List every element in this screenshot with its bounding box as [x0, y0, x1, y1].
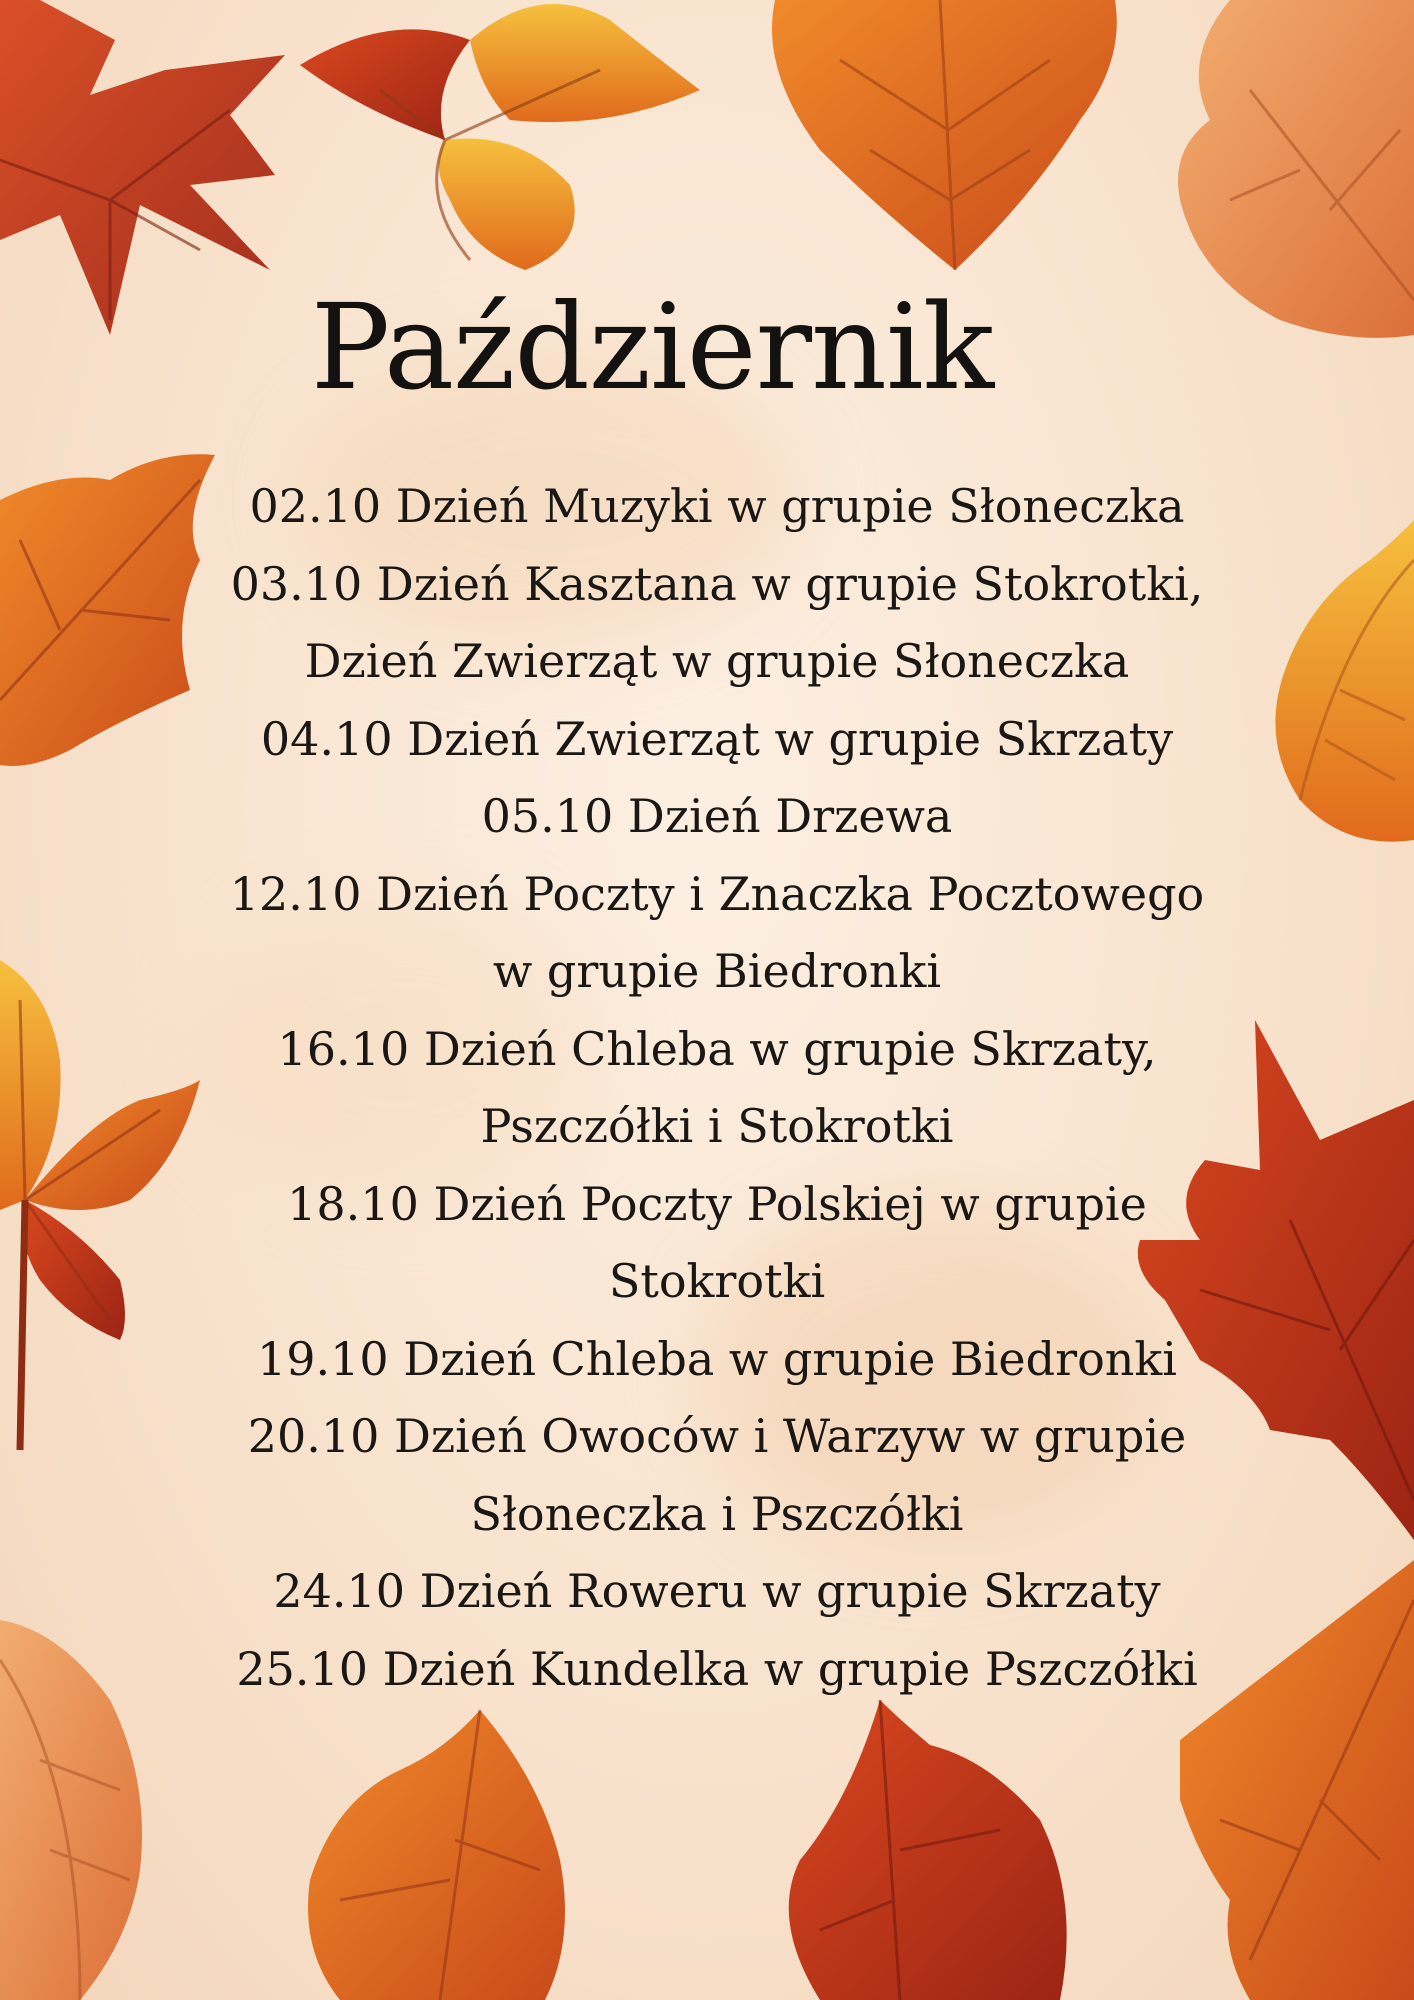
event-text: 19.10 Dzień Chleba w grupie Biedronki: [257, 1331, 1177, 1386]
list-item: [190, 1011, 1244, 1166]
list-item: [190, 1631, 1244, 1709]
event-text: 20.10 Dzień Owoców i Warzyw w grupie: [247, 1409, 1187, 1463]
leaf-icon: [0, 960, 200, 1450]
list-item: [190, 468, 1244, 546]
leaf-icon: [1275, 520, 1414, 842]
list-item: [190, 701, 1244, 779]
list-item: [190, 1321, 1244, 1399]
list-item: [190, 1553, 1244, 1631]
list-item: [190, 778, 1244, 856]
event-text: 25.10 Dzień Kundelka w grupie Pszczółki: [236, 1641, 1198, 1696]
leaf-icon: [308, 1710, 565, 2000]
event-text: Słoneczka i Pszczółki: [470, 1486, 964, 1541]
event-text: w grupie Biedronki: [492, 944, 942, 998]
leaf-icon: [0, 454, 215, 766]
list-item: [190, 856, 1244, 1011]
leaf-icon: [300, 4, 700, 270]
list-item: [190, 1398, 1244, 1553]
event-text: Stokrotki: [608, 1254, 826, 1308]
leaf-icon: [0, 1620, 142, 2000]
event-text: 05.10 Dzień Drzewa: [481, 789, 953, 843]
list-item: [190, 1166, 1244, 1321]
event-text: Pszczółki i Stokrotki: [480, 1099, 954, 1153]
page-title: Październik: [310, 278, 994, 416]
event-text: 03.10 Dzień Kasztana w grupie Stokrotki,: [230, 556, 1204, 611]
event-text: 04.10 Dzień Zwierząt w grupie Skrzaty: [260, 711, 1174, 766]
list-item: [190, 546, 1244, 701]
event-text: 18.10 Dzień Poczty Polskiej w grupie: [287, 1176, 1147, 1231]
leaf-icon: [789, 1700, 1067, 2000]
event-text: Dzień Zwierząt w grupie Słoneczka: [304, 634, 1130, 688]
event-list: [190, 468, 1244, 1708]
event-text: 02.10 Dzień Muzyki w grupie Słoneczka: [249, 479, 1185, 533]
event-text: 12.10 Dzień Poczty i Znaczka Pocztowego: [229, 866, 1205, 921]
event-text: 24.10 Dzień Roweru w grupie Skrzaty: [273, 1564, 1161, 1618]
leaf-icon: [772, 0, 1117, 270]
event-text: 16.10 Dzień Chleba w grupie Skrzaty,: [277, 1021, 1157, 1076]
